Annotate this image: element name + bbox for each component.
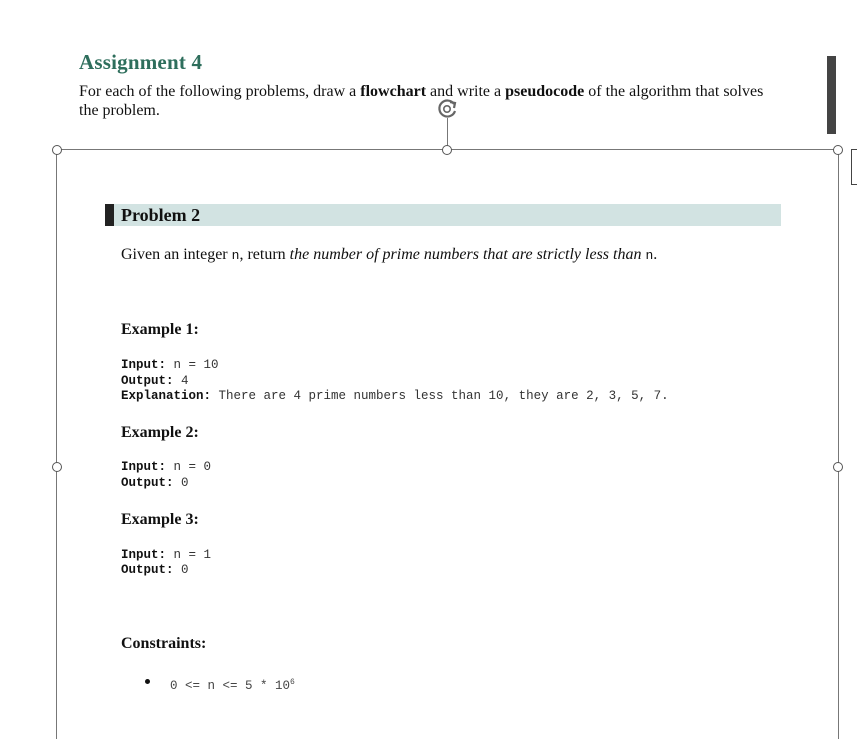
example-1-input: [121, 358, 219, 373]
selection-frame-left: [56, 149, 57, 739]
bullet-icon: [145, 679, 150, 684]
input-label: Input:: [121, 358, 167, 372]
assignment-instructions: [79, 82, 769, 120]
output-label: Output:: [121, 476, 174, 490]
example-1-output: [121, 374, 189, 389]
constraint-exponent: 6: [290, 678, 295, 687]
example-2-heading: Example 2:: [121, 424, 199, 441]
output-label: Output:: [121, 374, 174, 388]
example-1-explanation: [121, 389, 669, 404]
input-label: Input:: [121, 548, 167, 562]
example-2-input: [121, 460, 211, 475]
constraints-heading: Constraints:: [121, 635, 207, 652]
side-panel-edge: [851, 149, 857, 185]
example-3-heading: Example 3:: [121, 511, 199, 528]
intro-flowchart: flowchart: [360, 83, 427, 100]
input-value: n = 1: [166, 548, 212, 562]
problem-title: Problem 2: [121, 205, 201, 225]
explanation-label: Explanation:: [121, 389, 212, 403]
resize-handle-top-center[interactable]: [442, 145, 452, 155]
intro-text-3: of the algorithm that solves the problem.: [79, 83, 764, 119]
problem-description: [121, 246, 657, 264]
intro-pseudocode: pseudocode: [505, 83, 585, 100]
desc-var-n-2: n: [645, 248, 654, 263]
desc-text-1: Given an integer: [121, 246, 232, 263]
desc-period: .: [653, 246, 658, 263]
intro-text-1: For each of the following problems, draw a: [79, 83, 361, 100]
desc-text-2: , return: [239, 246, 290, 263]
desc-italic: the number of prime numbers that are strictly less than: [289, 246, 642, 263]
example-3-output: [121, 563, 189, 578]
constraint-base: 0 <= n <= 5 * 10: [170, 679, 291, 693]
problem-heading-accent: [105, 204, 114, 226]
rotate-handle-icon[interactable]: [435, 96, 461, 122]
input-label: Input:: [121, 460, 167, 474]
resize-handle-middle-left[interactable]: [52, 462, 62, 472]
resize-handle-middle-right[interactable]: [833, 462, 843, 472]
output-value: 0: [173, 563, 189, 577]
example-3-input: [121, 548, 211, 563]
desc-var-n: n: [231, 248, 240, 263]
resize-handle-top-left[interactable]: [52, 145, 62, 155]
constraint-item: [170, 675, 295, 694]
example-1-heading: Example 1:: [121, 321, 199, 338]
problem-heading-bar: [105, 204, 781, 226]
input-value: n = 0: [166, 460, 212, 474]
intro-text-2: and write a: [426, 83, 506, 100]
output-value: 0: [173, 476, 189, 490]
output-value: 4: [173, 374, 189, 388]
input-value: n = 10: [166, 358, 219, 372]
resize-handle-top-right[interactable]: [833, 145, 843, 155]
assignment-title: Assignment 4: [79, 50, 203, 74]
vertical-scrollbar-thumb[interactable]: [827, 56, 836, 134]
example-2-output: [121, 476, 189, 491]
output-label: Output:: [121, 563, 174, 577]
selection-frame-right: [838, 149, 839, 739]
explanation-value: There are 4 prime numbers less than 10, they are 2, 3, 5, 7.: [211, 389, 669, 403]
